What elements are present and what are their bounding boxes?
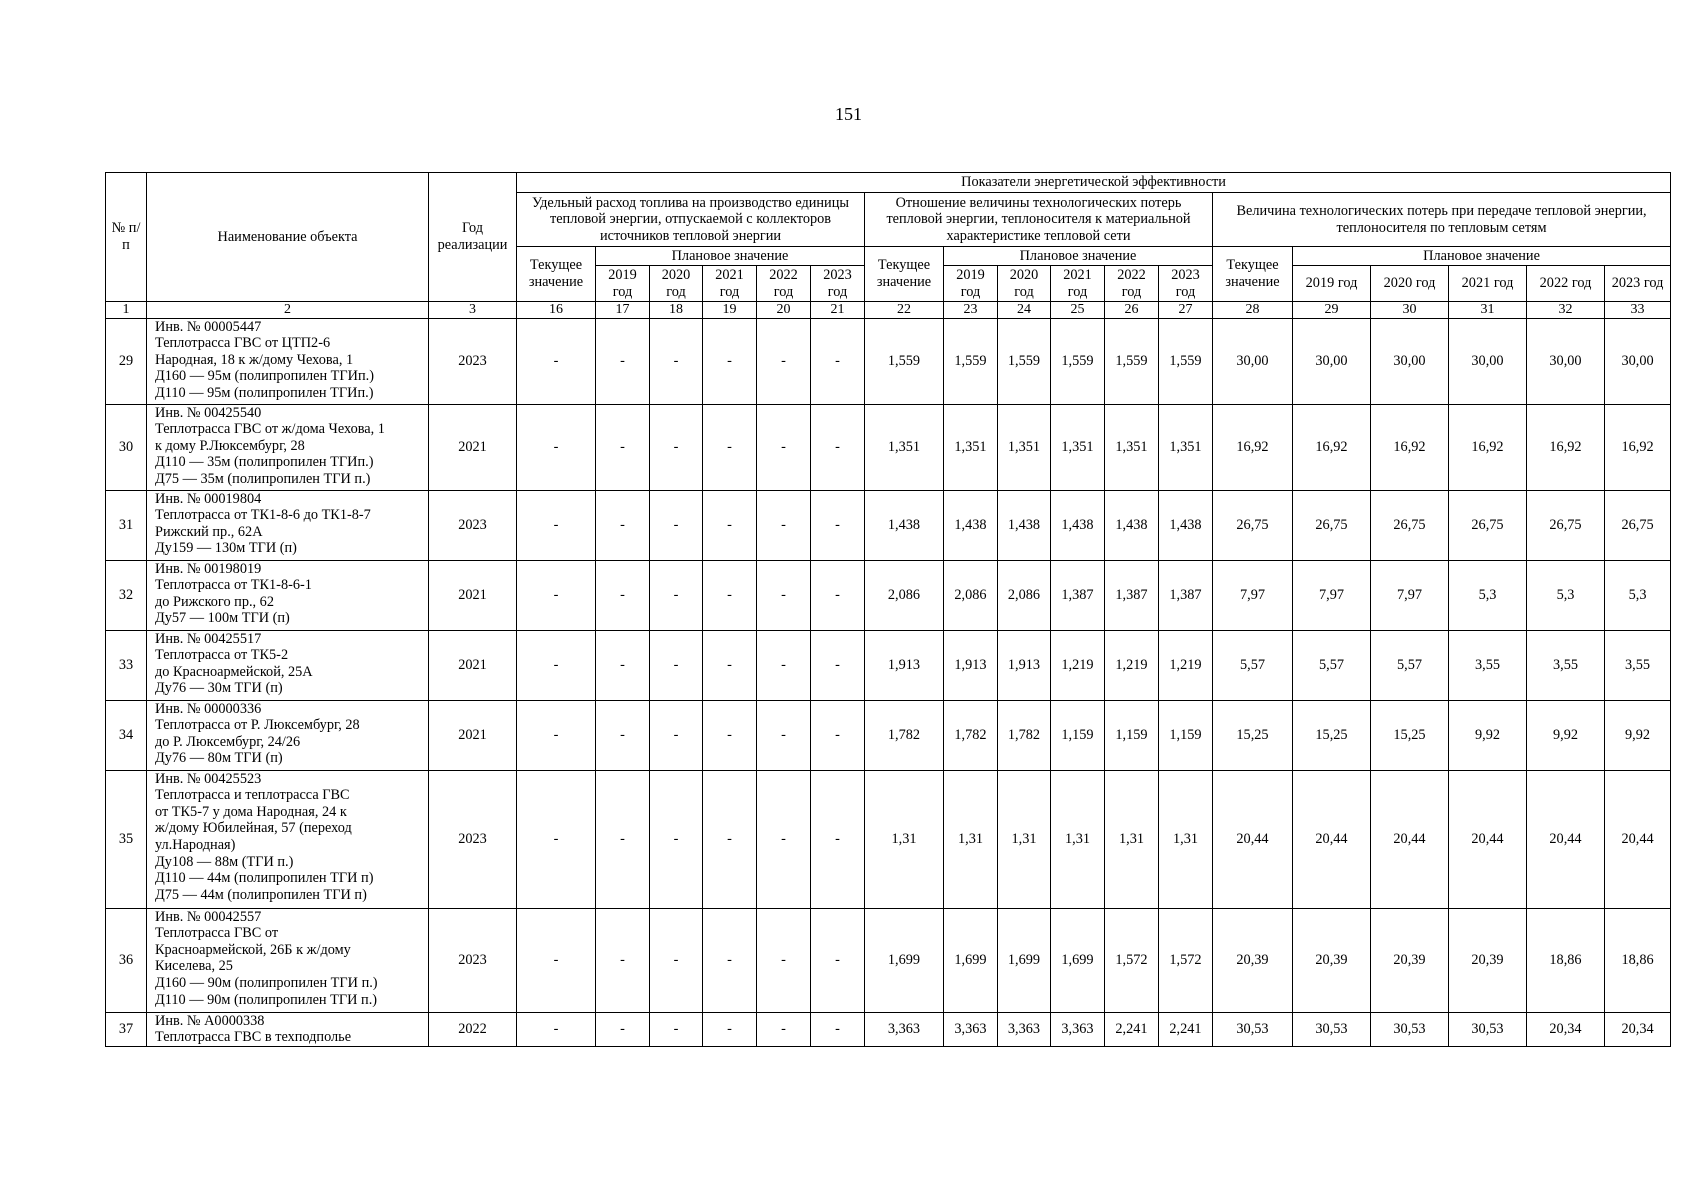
value-cell: 20,34 — [1527, 1012, 1605, 1046]
header-group-fuel: Удельный расход топлива на производство единицы тепловой энергии, отпускаемой с коллекторов источников тепловой энергии — [517, 193, 865, 247]
value-cell: 1,699 — [944, 908, 998, 1012]
header-planned: Плановое значение — [1293, 247, 1671, 266]
header-year-col: 2020 год — [1371, 266, 1449, 302]
implementation-year-cell: 2021 — [429, 404, 517, 490]
value-cell: 1,572 — [1105, 908, 1159, 1012]
table-row — [106, 630, 1671, 700]
value-cell: 1,913 — [865, 630, 944, 700]
value-cell: 3,363 — [944, 1012, 998, 1046]
value-cell: - — [811, 318, 865, 404]
object-name-cell: Инв. № А0000338 Теплотрасса ГВС в техподполье — [147, 1012, 429, 1046]
value-cell: 1,387 — [1159, 560, 1213, 630]
value-cell: - — [703, 630, 757, 700]
row-number-cell: 31 — [106, 490, 147, 560]
value-cell: - — [596, 700, 650, 770]
column-number: 29 — [1293, 302, 1371, 319]
table-row — [106, 1012, 1671, 1046]
value-cell: 1,351 — [998, 404, 1051, 490]
value-cell: 20,39 — [1449, 908, 1527, 1012]
table-row — [106, 770, 1671, 908]
row-number-cell: 30 — [106, 404, 147, 490]
value-cell: 20,39 — [1293, 908, 1371, 1012]
value-cell: 1,782 — [998, 700, 1051, 770]
header-year-col: 2021 год — [703, 266, 757, 302]
value-cell: - — [517, 318, 596, 404]
value-cell: - — [596, 908, 650, 1012]
value-cell: 3,363 — [865, 1012, 944, 1046]
value-cell: - — [517, 560, 596, 630]
value-cell: - — [596, 770, 650, 908]
value-cell: - — [757, 700, 811, 770]
value-cell: 15,25 — [1213, 700, 1293, 770]
header-current: Текущее значение — [517, 247, 596, 302]
value-cell: - — [517, 1012, 596, 1046]
value-cell: 20,44 — [1449, 770, 1527, 908]
value-cell: 26,75 — [1213, 490, 1293, 560]
column-number: 31 — [1449, 302, 1527, 319]
table-row — [106, 318, 1671, 404]
value-cell: 1,31 — [998, 770, 1051, 908]
header-planned: Плановое значение — [596, 247, 865, 266]
value-cell: - — [596, 630, 650, 700]
object-name-cell: Инв. № 00425517 Теплотрасса от ТК5-2 до Красноармейской, 25А Ду76 — 30м ТГИ (п) — [147, 630, 429, 700]
value-cell: 20,44 — [1371, 770, 1449, 908]
column-number: 16 — [517, 302, 596, 319]
page-number: 151 — [835, 104, 862, 124]
value-cell: 20,44 — [1293, 770, 1371, 908]
value-cell: 7,97 — [1371, 560, 1449, 630]
value-cell: 20,44 — [1605, 770, 1671, 908]
value-cell: - — [703, 908, 757, 1012]
column-number: 19 — [703, 302, 757, 319]
value-cell: 1,559 — [865, 318, 944, 404]
value-cell: 3,363 — [998, 1012, 1051, 1046]
implementation-year-cell: 2022 — [429, 1012, 517, 1046]
value-cell: 1,31 — [865, 770, 944, 908]
column-number: 2 — [147, 302, 429, 319]
header-year-col: 2022 год — [757, 266, 811, 302]
value-cell: - — [811, 490, 865, 560]
header-year-col: 2021 год — [1051, 266, 1105, 302]
implementation-year-cell: 2021 — [429, 630, 517, 700]
row-number-cell: 33 — [106, 630, 147, 700]
header-year-col: 2023 год — [811, 266, 865, 302]
value-cell: - — [757, 560, 811, 630]
implementation-year-cell: 2021 — [429, 560, 517, 630]
header-year-col: 2019 год — [596, 266, 650, 302]
header-indicators: Показатели энергетической эффективности — [517, 173, 1671, 193]
value-cell: 1,782 — [944, 700, 998, 770]
column-number: 27 — [1159, 302, 1213, 319]
header-num: № п/п — [106, 173, 147, 302]
value-cell: - — [517, 770, 596, 908]
value-cell: - — [517, 404, 596, 490]
row-number-cell: 34 — [106, 700, 147, 770]
table-row — [106, 908, 1671, 1012]
row-number-cell: 37 — [106, 1012, 147, 1046]
value-cell: 1,351 — [1051, 404, 1105, 490]
value-cell: 1,438 — [1051, 490, 1105, 560]
header-year-col: 2019 год — [1293, 266, 1371, 302]
value-cell: 5,57 — [1371, 630, 1449, 700]
table-row — [106, 404, 1671, 490]
value-cell: 1,351 — [1105, 404, 1159, 490]
implementation-year-cell: 2023 — [429, 908, 517, 1012]
value-cell: 1,782 — [865, 700, 944, 770]
value-cell: 1,351 — [1159, 404, 1213, 490]
table-row — [106, 700, 1671, 770]
value-cell: 1,572 — [1159, 908, 1213, 1012]
column-number: 24 — [998, 302, 1051, 319]
value-cell: - — [703, 700, 757, 770]
value-cell: - — [757, 318, 811, 404]
value-cell: 16,92 — [1213, 404, 1293, 490]
value-cell: 3,55 — [1449, 630, 1527, 700]
table-body — [106, 318, 1671, 1046]
header-group-loss-value: Величина технологических потерь при передаче тепловой энергии, теплоносителя по тепловым сетям — [1213, 193, 1671, 247]
value-cell: 1,219 — [1105, 630, 1159, 700]
value-cell: 1,31 — [1051, 770, 1105, 908]
value-cell: - — [650, 908, 703, 1012]
value-cell: 1,31 — [944, 770, 998, 908]
column-numbers-row — [106, 302, 1671, 319]
value-cell: 20,39 — [1371, 908, 1449, 1012]
value-cell: 16,92 — [1605, 404, 1671, 490]
column-number: 33 — [1605, 302, 1671, 319]
column-number: 21 — [811, 302, 865, 319]
object-name-cell: Инв. № 00425523 Теплотрасса и теплотрасса ГВС от ТК5-7 у дома Народная, 24 к ж/дому Юбилейная, 57 (переход ул.Народная) Ду108 — 88м (ТГИ п.) Д110 — 44м (полипропилен ТГИ п) Д75 — 44м (полипропилен ТГИ п) — [147, 770, 429, 908]
value-cell: 30,00 — [1449, 318, 1527, 404]
column-number: 28 — [1213, 302, 1293, 319]
value-cell: - — [517, 908, 596, 1012]
object-name-cell: Инв. № 00042557 Теплотрасса ГВС от Красноармейской, 26Б к ж/дому Киселева, 25 Д160 — 90м (полипропилен ТГИ п.) Д110 — 90м (полипропилен ТГИ п.) — [147, 908, 429, 1012]
column-number: 30 — [1371, 302, 1449, 319]
value-cell: 1,559 — [1159, 318, 1213, 404]
value-cell: - — [650, 318, 703, 404]
value-cell: - — [703, 1012, 757, 1046]
value-cell: 1,438 — [998, 490, 1051, 560]
header-year-col: 2020 год — [998, 266, 1051, 302]
object-name-cell: Инв. № 00198019 Теплотрасса от ТК1-8-6-1 до Рижского пр., 62 Ду57 — 100м ТГИ (п) — [147, 560, 429, 630]
header-planned: Плановое значение — [944, 247, 1213, 266]
value-cell: - — [596, 404, 650, 490]
implementation-year-cell: 2021 — [429, 700, 517, 770]
row-number-cell: 29 — [106, 318, 147, 404]
value-cell: - — [517, 630, 596, 700]
value-cell: 5,3 — [1449, 560, 1527, 630]
value-cell: - — [517, 700, 596, 770]
value-cell: 5,3 — [1527, 560, 1605, 630]
value-cell: 18,86 — [1527, 908, 1605, 1012]
object-name-cell: Инв. № 00425540 Теплотрасса ГВС от ж/дома Чехова, 1 к дому Р.Люксембург, 28 Д110 — 35м (полипропилен ТГИп.) Д75 — 35м (полипропилен ТГИ п.) — [147, 404, 429, 490]
value-cell: 16,92 — [1527, 404, 1605, 490]
value-cell: - — [703, 318, 757, 404]
value-cell: 1,559 — [944, 318, 998, 404]
value-cell: - — [757, 908, 811, 1012]
column-number: 26 — [1105, 302, 1159, 319]
value-cell: 1,31 — [1159, 770, 1213, 908]
object-name-cell: Инв. № 00005447 Теплотрасса ГВС от ЦТП2-6 Народная, 18 к ж/дому Чехова, 1 Д160 — 95м (полипропилен ТГИп.) Д110 — 95м (полипропилен ТГИп.) — [147, 318, 429, 404]
value-cell: - — [811, 700, 865, 770]
energy-efficiency-table — [105, 172, 1671, 1047]
value-cell: - — [596, 490, 650, 560]
header-year-col: 2021 год — [1449, 266, 1527, 302]
row-number-cell: 32 — [106, 560, 147, 630]
header-group-loss-ratio: Отношение величины технологических потерь тепловой энергии, теплоносителя к материальной характеристике тепловой сети — [865, 193, 1213, 247]
column-number: 20 — [757, 302, 811, 319]
header-current: Текущее значение — [1213, 247, 1293, 302]
value-cell: 1,559 — [998, 318, 1051, 404]
column-number: 22 — [865, 302, 944, 319]
value-cell: 30,53 — [1213, 1012, 1293, 1046]
value-cell: 3,55 — [1605, 630, 1671, 700]
value-cell: 16,92 — [1449, 404, 1527, 490]
value-cell: 1,387 — [1051, 560, 1105, 630]
table-row — [106, 490, 1671, 560]
value-cell: 2,086 — [998, 560, 1051, 630]
value-cell: - — [811, 560, 865, 630]
header-year: Год реализации — [429, 173, 517, 302]
value-cell: - — [757, 1012, 811, 1046]
header-year-col: 2022 год — [1105, 266, 1159, 302]
value-cell: 1,159 — [1105, 700, 1159, 770]
value-cell: 1,387 — [1105, 560, 1159, 630]
value-cell: - — [811, 630, 865, 700]
object-name-cell: Инв. № 00000336 Теплотрасса от Р. Люксембург, 28 до Р. Люксембург, 24/26 Ду76 — 80м ТГИ (п) — [147, 700, 429, 770]
value-cell: - — [650, 630, 703, 700]
value-cell: - — [703, 770, 757, 908]
implementation-year-cell: 2023 — [429, 318, 517, 404]
value-cell: 1,159 — [1051, 700, 1105, 770]
value-cell: 30,00 — [1527, 318, 1605, 404]
value-cell: 9,92 — [1527, 700, 1605, 770]
value-cell: 30,00 — [1293, 318, 1371, 404]
value-cell: 7,97 — [1213, 560, 1293, 630]
value-cell: - — [811, 404, 865, 490]
value-cell: 16,92 — [1293, 404, 1371, 490]
value-cell: 1,559 — [1105, 318, 1159, 404]
value-cell: 1,699 — [1051, 908, 1105, 1012]
value-cell: 30,00 — [1371, 318, 1449, 404]
value-cell: 30,53 — [1371, 1012, 1449, 1046]
value-cell: - — [703, 490, 757, 560]
value-cell: - — [703, 560, 757, 630]
header-year-col: 2023 год — [1159, 266, 1213, 302]
column-number: 3 — [429, 302, 517, 319]
value-cell: - — [811, 908, 865, 1012]
value-cell: 1,351 — [944, 404, 998, 490]
value-cell: 30,53 — [1449, 1012, 1527, 1046]
value-cell: - — [650, 490, 703, 560]
value-cell: 20,44 — [1527, 770, 1605, 908]
value-cell: 3,363 — [1051, 1012, 1105, 1046]
value-cell: 15,25 — [1293, 700, 1371, 770]
column-number: 1 — [106, 302, 147, 319]
value-cell: - — [650, 700, 703, 770]
value-cell: - — [757, 770, 811, 908]
value-cell: 2,086 — [865, 560, 944, 630]
value-cell: 20,39 — [1213, 908, 1293, 1012]
value-cell: 7,97 — [1293, 560, 1371, 630]
value-cell: 16,92 — [1371, 404, 1449, 490]
header-object-name: Наименование объекта — [147, 173, 429, 302]
value-cell: 9,92 — [1605, 700, 1671, 770]
column-number: 32 — [1527, 302, 1605, 319]
value-cell: 1,31 — [1105, 770, 1159, 908]
value-cell: 1,699 — [865, 908, 944, 1012]
column-number: 23 — [944, 302, 998, 319]
value-cell: - — [757, 404, 811, 490]
value-cell: 2,241 — [1159, 1012, 1213, 1046]
value-cell: 26,75 — [1293, 490, 1371, 560]
value-cell: 15,25 — [1371, 700, 1449, 770]
value-cell: - — [517, 490, 596, 560]
header-year-col: 2022 год — [1527, 266, 1605, 302]
value-cell: - — [650, 560, 703, 630]
value-cell: - — [596, 560, 650, 630]
value-cell: - — [596, 1012, 650, 1046]
table-row — [106, 560, 1671, 630]
value-cell: 30,53 — [1293, 1012, 1371, 1046]
header-current: Текущее значение — [865, 247, 944, 302]
value-cell: 1,219 — [1159, 630, 1213, 700]
column-number: 25 — [1051, 302, 1105, 319]
column-number: 17 — [596, 302, 650, 319]
value-cell: - — [650, 770, 703, 908]
object-name-cell: Инв. № 00019804 Теплотрасса от ТК1-8-6 до ТК1-8-7 Рижский пр., 62А Ду159 — 130м ТГИ (п) — [147, 490, 429, 560]
value-cell: 2,086 — [944, 560, 998, 630]
value-cell: 1,559 — [1051, 318, 1105, 404]
value-cell: - — [650, 404, 703, 490]
value-cell: - — [757, 630, 811, 700]
value-cell: 1,438 — [944, 490, 998, 560]
value-cell: 26,75 — [1371, 490, 1449, 560]
row-number-cell: 35 — [106, 770, 147, 908]
value-cell: - — [811, 1012, 865, 1046]
value-cell: - — [650, 1012, 703, 1046]
value-cell: 1,913 — [944, 630, 998, 700]
value-cell: 1,438 — [865, 490, 944, 560]
implementation-year-cell: 2023 — [429, 490, 517, 560]
value-cell: 3,55 — [1527, 630, 1605, 700]
value-cell: 5,57 — [1213, 630, 1293, 700]
header-year-col: 2023 год — [1605, 266, 1671, 302]
value-cell: 9,92 — [1449, 700, 1527, 770]
header-year-col: 2019 год — [944, 266, 998, 302]
value-cell: 5,57 — [1293, 630, 1371, 700]
value-cell: - — [596, 318, 650, 404]
value-cell: 1,159 — [1159, 700, 1213, 770]
value-cell: 1,699 — [998, 908, 1051, 1012]
value-cell: 5,3 — [1605, 560, 1671, 630]
value-cell: - — [811, 770, 865, 908]
row-number-cell: 36 — [106, 908, 147, 1012]
value-cell: - — [757, 490, 811, 560]
value-cell: 1,219 — [1051, 630, 1105, 700]
value-cell: 26,75 — [1527, 490, 1605, 560]
value-cell: 1,913 — [998, 630, 1051, 700]
value-cell: 1,438 — [1159, 490, 1213, 560]
implementation-year-cell: 2023 — [429, 770, 517, 908]
column-number: 18 — [650, 302, 703, 319]
value-cell: 20,34 — [1605, 1012, 1671, 1046]
value-cell: 20,44 — [1213, 770, 1293, 908]
value-cell: - — [703, 404, 757, 490]
header-year-col: 2020 год — [650, 266, 703, 302]
value-cell: 1,351 — [865, 404, 944, 490]
value-cell: 2,241 — [1105, 1012, 1159, 1046]
value-cell: 26,75 — [1449, 490, 1527, 560]
value-cell: 30,00 — [1213, 318, 1293, 404]
value-cell: 18,86 — [1605, 908, 1671, 1012]
value-cell: 26,75 — [1605, 490, 1671, 560]
value-cell: 1,438 — [1105, 490, 1159, 560]
value-cell: 30,00 — [1605, 318, 1671, 404]
